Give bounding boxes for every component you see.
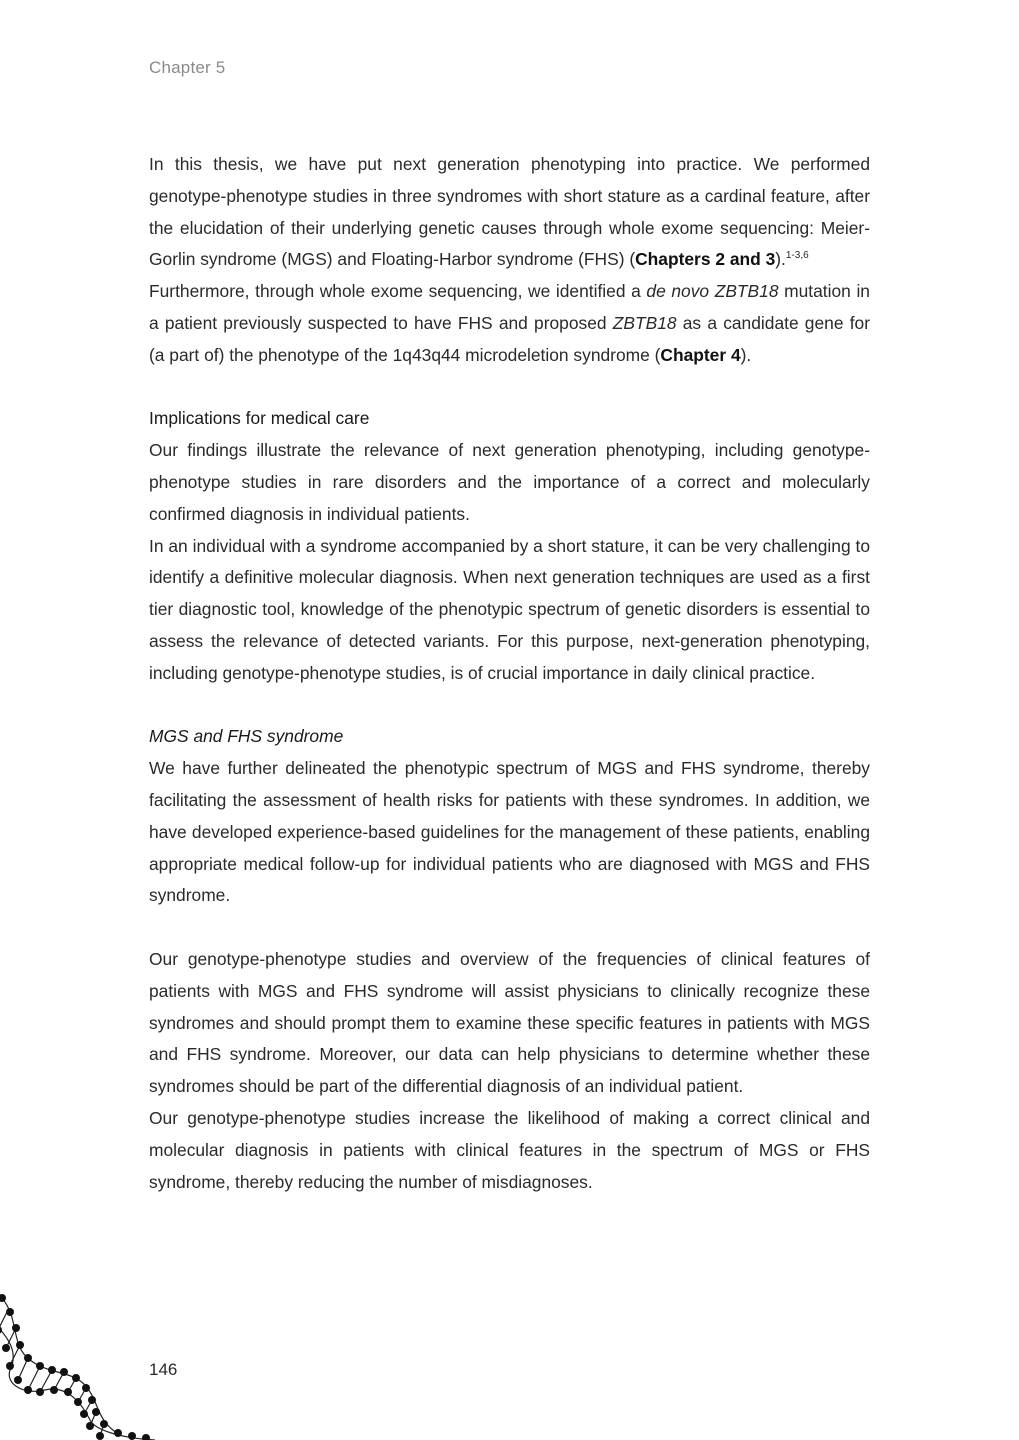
- gene-name: ZBTB18: [612, 312, 677, 333]
- page-body: [149, 149, 870, 1198]
- subsection-heading-mgs-fhs: MGS and FHS syndrome: [149, 726, 344, 747]
- running-head: Chapter 5: [149, 58, 226, 77]
- mgs-fhs-paragraph-3: Our genotype-phenotype studies increase the likelihood of making a correct clinical and molecular diagnosis in patients with clinical features in the spectrum of MGS or FHS syndrome, thereby reducing the number of misdiagnoses.: [149, 1107, 870, 1192]
- paren-close: ).: [740, 344, 752, 365]
- dna-helix-icon: [0, 1290, 170, 1440]
- intro-text: Furthermore, through whole exome sequencing, we identified a: [149, 281, 647, 302]
- citation-superscript: 1-3,6: [785, 250, 809, 262]
- mgs-fhs-paragraph-2: Our genotype-phenotype studies and overview of the frequencies of clinical features of patients with MGS and FHS syndrome will assist physicians to clinically recognize these syndromes and should prompt them to examine these specific features in patients with MGS and FHS syndrome. Moreover, our data can help physicians to determine whether these syndromes should be part of the differential diagnosis of an individual patient.: [149, 948, 870, 1097]
- page-number: 146: [149, 1360, 178, 1379]
- intro-text: In this thesis, we have put next generation phenotyping into practice. We performed genotype-phenotype studies in three syndromes with short stature as a cardinal feature, after the elucidation of their underlying genetic causes through whole exome sequencing: Meier-Gorlin syndrome (MGS) and Floating-Harbor syndrome (FHS) (: [149, 154, 870, 270]
- implications-paragraph-1: Our findings illustrate the relevance of next generation phenotyping, including genotype-phenotype studies in rare disorders and the importance of a correct and molecularly confirmed diagnosis in individual patients.: [149, 440, 870, 524]
- paren-close: ).: [775, 249, 786, 270]
- intro-paragraph-2: [149, 276, 870, 371]
- implications-paragraph-2: In an individual with a syndrome accompanied by a short stature, it can be very challenging to identify a definitive molecular diagnosis. When next generation techniques are used as a first tier diagnostic tool, knowledge of the phenotypic spectrum of genetic disorders is essential to assess the relevance of detected variants. For this purpose, next-generation phenotyping, including genotype-phenotype studies, is of crucial importance in daily clinical practice.: [149, 535, 870, 683]
- gene-name: de novo ZBTB18: [646, 281, 779, 302]
- mgs-fhs-paragraph-1: We have further delineated the phenotypic spectrum of MGS and FHS syndrome, thereby facilitating the assessment of health risks for patients with these syndromes. In addition, we have developed experience-based guidelines for the management of these patients, enabling appropriate medical follow-up for individual patients who are diagnosed with MGS and FHS syndrome.: [149, 758, 870, 906]
- intro-paragraph-1: [149, 149, 870, 276]
- section-heading-implications: Implications for medical care: [149, 408, 370, 429]
- chapter-reference: Chapters 2 and 3: [635, 249, 776, 270]
- intro-text: as a candidate gene for (a part of) the phenotype of the 1q43q44 microdeletion syndrome (: [149, 312, 870, 365]
- chapter-reference: Chapter 4: [660, 344, 741, 365]
- intro-text: mutation in a patient previously suspected to have FHS and proposed: [149, 281, 870, 333]
